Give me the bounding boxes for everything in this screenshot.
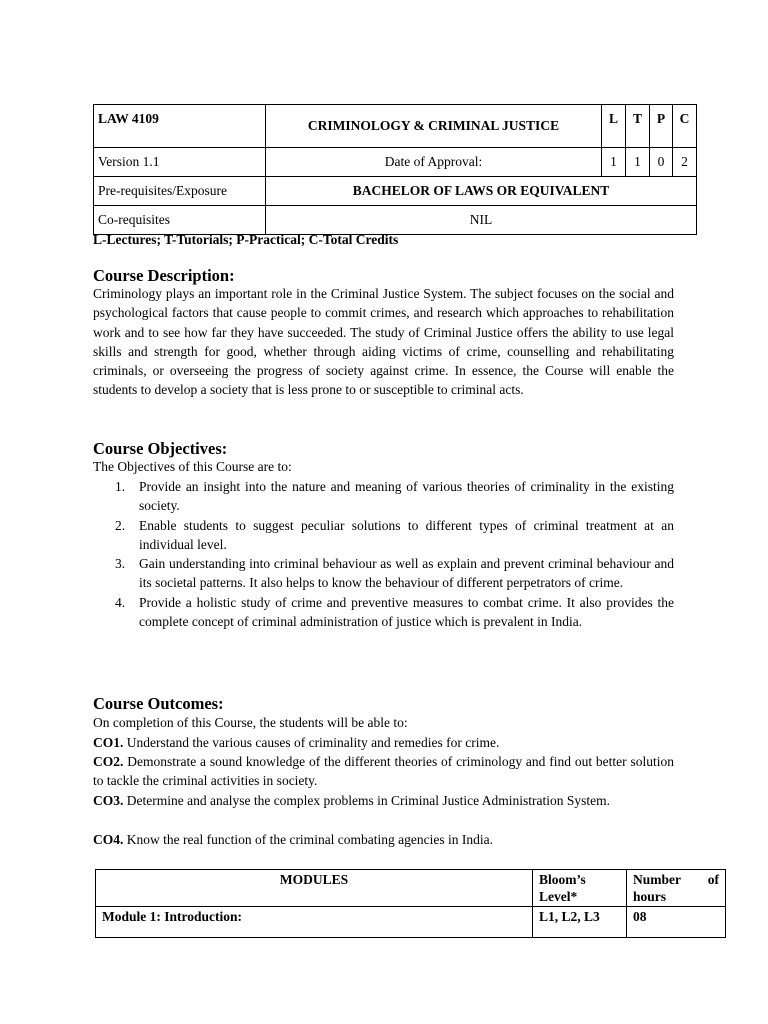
list-item-number: 4. bbox=[115, 594, 126, 610]
outcome-code: CO1. bbox=[93, 735, 124, 750]
hours-header bbox=[627, 870, 726, 907]
outcome-co4 bbox=[93, 830, 674, 849]
list-item-text: Provide an insight into the nature and meaning of various theories of criminality in the existing society. bbox=[139, 479, 674, 514]
prereq-label: Pre-requisites/Exposure bbox=[94, 177, 266, 206]
outcome-code: CO4. bbox=[93, 832, 124, 847]
outcome-text: Determine and analyse the complex problems in Criminal Justice Administration System. bbox=[123, 793, 611, 808]
objectives-heading: Course Objectives: bbox=[93, 439, 228, 458]
ltpc-value-t: 1 bbox=[626, 148, 650, 177]
description-text: Criminology plays an important role in the Criminal Justice System. The subject focuses on the social and psychological factors that cause people to commit crimes, and research which approaches to rehabilitation work and to see how far they have succeeded. The study of Criminal Justice offers the ability to use legal skills and strength for good, whether through aiding victims of crime, counselling and rehabilitating criminals, or overseeing the progress of society against crime. In essence, the Course will enable the students to develop a society that is less prone to or susceptible to criminal acts. bbox=[93, 286, 674, 398]
list-item bbox=[93, 554, 674, 593]
ltpc-label-t: T bbox=[626, 105, 650, 148]
objectives-intro: The Objectives of this Course are to: bbox=[93, 459, 292, 474]
outcome-text: Know the real function of the criminal combating agencies in India. bbox=[123, 832, 494, 847]
module-hours: 08 bbox=[627, 907, 726, 938]
list-item-text: Enable students to suggest peculiar solutions to different types of criminal treatment at an individual level. bbox=[139, 517, 674, 552]
ltpc-legend: L-Lectures; T-Tutorials; P-Practical; C-Total Credits bbox=[93, 232, 399, 247]
ltpc-label-l: L bbox=[602, 105, 626, 148]
outcomes-intro: On completion of this Course, the students will be able to: bbox=[93, 715, 408, 730]
modules-table bbox=[95, 869, 726, 938]
list-item-number: 3. bbox=[115, 556, 126, 572]
outcome-co3 bbox=[93, 791, 674, 810]
prereq-value: BACHELOR OF LAWS OR EQUIVALENT bbox=[266, 177, 697, 206]
list-item bbox=[93, 516, 674, 555]
list-item bbox=[93, 593, 674, 632]
description-heading: Course Description: bbox=[93, 266, 235, 285]
date-of-approval: Date of Approval: bbox=[266, 148, 602, 177]
course-code: LAW 4109 bbox=[94, 105, 266, 148]
list-item-text: Gain understanding into criminal behaviour as well as explain and prevent criminal behaviour and its societal patterns. It also helps to know the behaviour of different perpetrators of crime. bbox=[139, 556, 674, 591]
objectives-list bbox=[93, 477, 674, 631]
module-blooms: L1, L2, L3 bbox=[533, 907, 627, 938]
hours-header-text: Number of hours bbox=[633, 872, 719, 904]
outcome-co2 bbox=[93, 752, 674, 791]
ltpc-value-p: 0 bbox=[650, 148, 673, 177]
list-item-number: 2. bbox=[115, 517, 126, 533]
coreq-value: NIL bbox=[266, 206, 697, 235]
list-item-text: Provide a holistic study of crime and preventive measures to combat crime. It also provides the complete concept of criminal administration of justice which is prevalent in India. bbox=[139, 594, 674, 630]
outcome-co1 bbox=[93, 733, 674, 752]
list-item-number: 1. bbox=[115, 479, 126, 494]
course-title: CRIMINOLOGY & CRIMINAL JUSTICE bbox=[266, 105, 602, 148]
list-item bbox=[93, 477, 674, 516]
version: Version 1.1 bbox=[94, 148, 266, 177]
coreq-label: Co-requisites bbox=[94, 206, 266, 235]
modules-header: MODULES bbox=[96, 870, 533, 907]
ltpc-label-p: P bbox=[650, 105, 673, 148]
ltpc-value-c: 2 bbox=[673, 148, 697, 177]
outcomes-heading: Course Outcomes: bbox=[93, 694, 224, 713]
blooms-header: Bloom’s Level* bbox=[533, 870, 627, 907]
module-name: Module 1: Introduction: bbox=[96, 907, 533, 938]
course-header-table bbox=[93, 104, 697, 235]
ltpc-label-c: C bbox=[673, 105, 697, 148]
outcome-code: CO3. bbox=[93, 793, 124, 808]
outcome-code: CO2. bbox=[93, 754, 124, 769]
outcome-text: Understand the various causes of criminality and remedies for crime. bbox=[123, 735, 500, 750]
outcome-text: Demonstrate a sound knowledge of the different theories of criminology and find out better solution to tackle the criminal activities in society. bbox=[93, 754, 674, 789]
ltpc-value-l: 1 bbox=[602, 148, 626, 177]
